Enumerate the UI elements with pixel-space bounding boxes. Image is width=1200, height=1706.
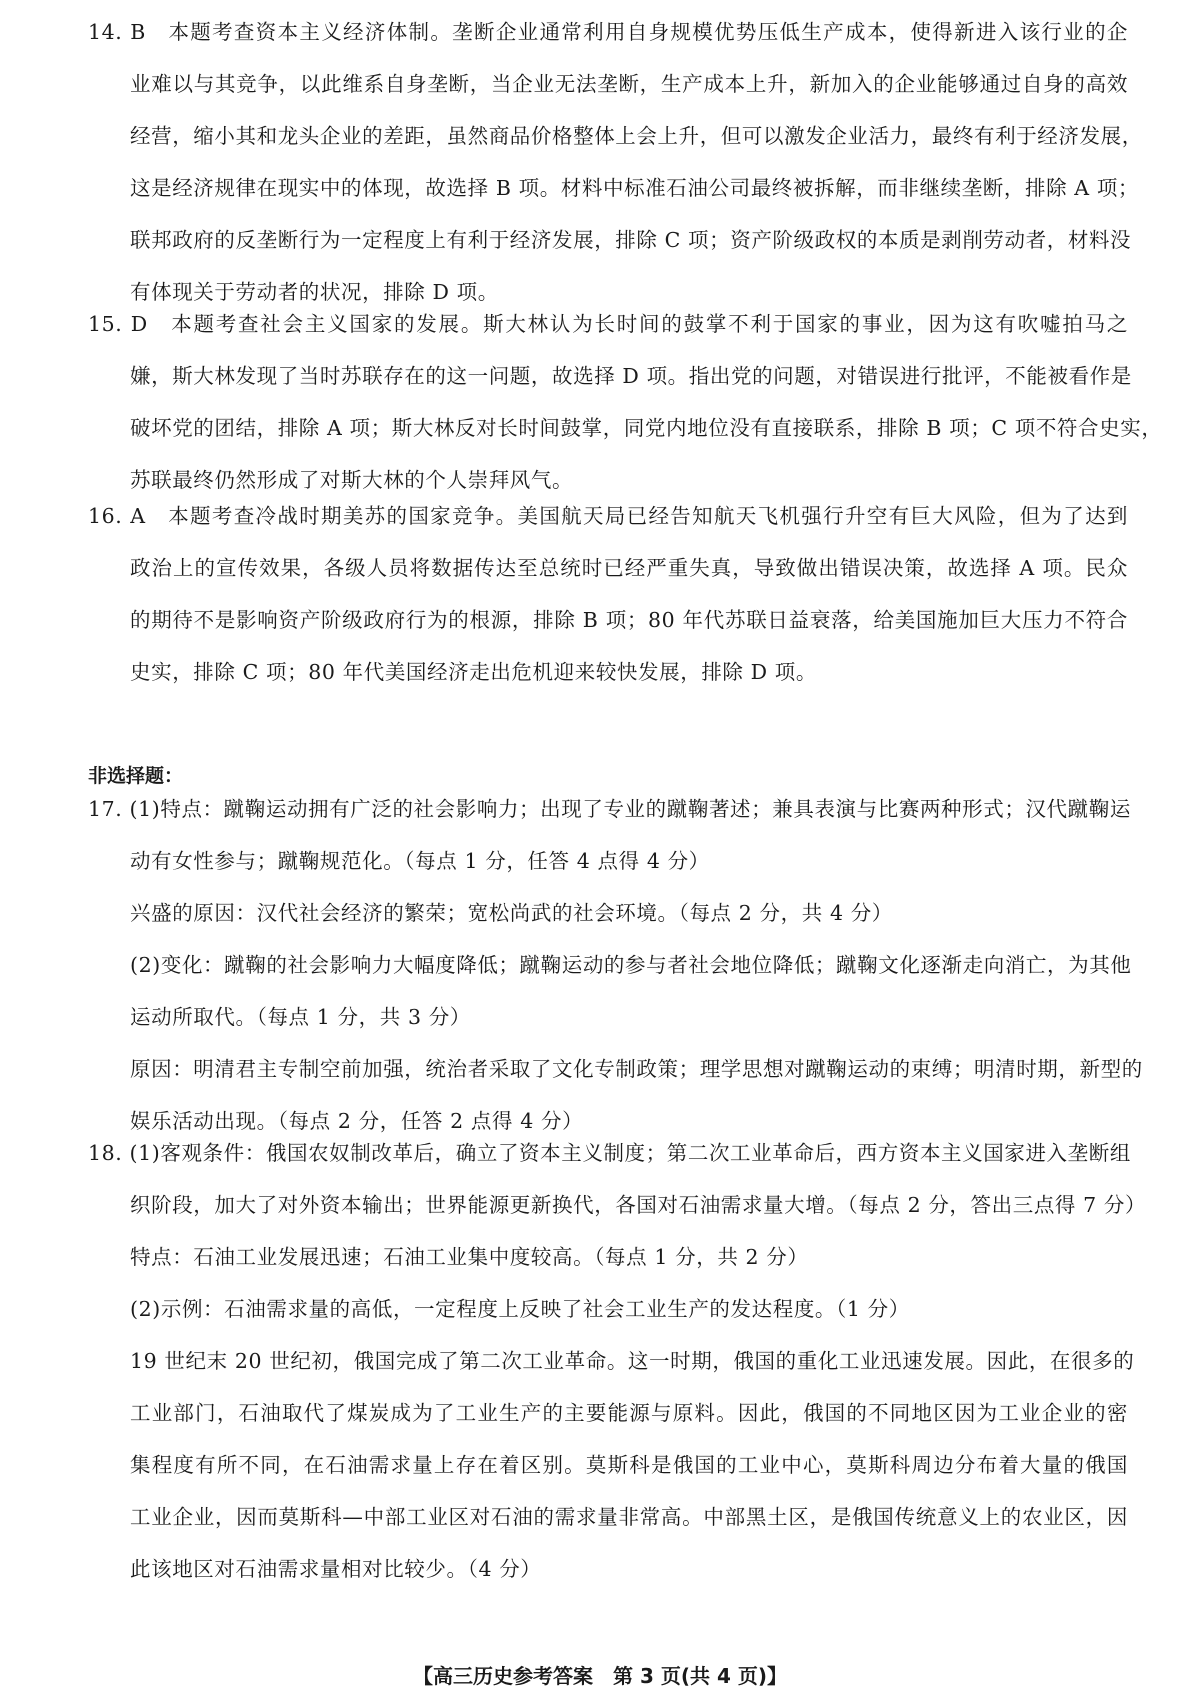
answer-16 bbox=[88, 490, 1128, 698]
answer-15-line: 15. D 本题考查社会主义国家的发展。斯大林认为长时间的鼓掌不利于国家的事业，因为这有吹嘘拍马之 bbox=[88, 312, 1128, 336]
answer-17-line: 动有女性参与；蹴鞠规范化。（每点 1 分，任答 4 点得 4 分） bbox=[130, 849, 710, 873]
answer-14 bbox=[88, 6, 1143, 318]
answer-15 bbox=[88, 298, 1163, 506]
answer-17-reason: 兴盛的原因：汉代社会经济的繁荣；宽松尚武的社会环境。（每点 2 分，共 4 分） bbox=[130, 901, 893, 925]
answer-18-essay-line: 集程度有所不同，在石油需求量上存在着区别。莫斯科是俄国的工业中心，莫斯科周边分布着大量的俄国 bbox=[130, 1453, 1128, 1477]
answer-16-line: 史实，排除 C 项；80 年代美国经济走出危机迎来较快发展，排除 D 项。 bbox=[130, 660, 817, 684]
answer-18-example: (2)示例：石油需求量的高低，一定程度上反映了社会工业生产的发达程度。（1 分） bbox=[130, 1297, 910, 1321]
answer-17 bbox=[88, 783, 1143, 1147]
answer-17-line: 17. (1)特点：蹴鞠运动拥有广泛的社会影响力；出现了专业的蹴鞠著述；兼具表演与比赛两种形式；汉代蹴鞠运 bbox=[88, 797, 1131, 821]
answer-18-line: 18. (1)客观条件：俄国农奴制改革后，确立了资本主义制度；第二次工业革命后，西方资本主义国家进入垄断组 bbox=[88, 1141, 1131, 1165]
answer-18-essay-line: 工业部门，石油取代了煤炭成为了工业生产的主要能源与原料。因此，俄国的不同地区因为工业企业的密 bbox=[130, 1401, 1128, 1425]
answer-18-essay-line: 此该地区对石油需求量相对比较少。（4 分） bbox=[130, 1557, 542, 1581]
answer-14-line: 联邦政府的反垄断行为一定程度上有利于经济发展，排除 C 项；资产阶级政权的本质是剥削劳动者，材料没 bbox=[130, 228, 1132, 252]
answer-15-line: 嫌，斯大林发现了当时苏联存在的这一问题，故选择 D 项。指出党的问题，对错误进行批评，不能被看作是 bbox=[130, 364, 1132, 388]
answer-14-line: 有体现关于劳动者的状况，排除 D 项。 bbox=[130, 280, 499, 304]
answer-15-line: 破坏党的团结，排除 A 项；斯大林反对长时间鼓掌，同党内地位没有直接联系，排除 B 项；C 项不符合史实， bbox=[130, 416, 1163, 440]
answer-15-line: 苏联最终仍然形成了对斯大林的个人崇拜风气。 bbox=[130, 468, 574, 492]
answer-18 bbox=[88, 1127, 1147, 1595]
answer-14-line: 业难以与其竞争，以此维系自身垄断，当企业无法垄断，生产成本上升，新加入的企业能够通过自身的高效 bbox=[130, 72, 1128, 96]
answer-14-line: 14. B 本题考查资本主义经济体制。垄断企业通常利用自身规模优势压低生产成本，使得新进入该行业的企 bbox=[88, 20, 1128, 44]
answer-16-line: 16. A 本题考查冷战时期美苏的国家竞争。美国航天局已经告知航天飞机强行升空有巨大风险，但为了达到 bbox=[88, 504, 1128, 528]
answer-14-line: 这是经济规律在现实中的体现，故选择 B 项。材料中标准石油公司最终被拆解，而非继续垄断，排除 A 项； bbox=[130, 176, 1140, 200]
answer-18-line: 织阶段，加大了对外资本输出；世界能源更新换代，各国对石油需求量大增。（每点 2 分，答出三点得 7 分） bbox=[130, 1193, 1147, 1217]
answer-18-essay-line: 19 世纪末 20 世纪初，俄国完成了第二次工业革命。这一时期，俄国的重化工业迅速发展。因此，在很多的 bbox=[130, 1349, 1135, 1373]
page-footer: 【高三历史参考答案 第 3 页(共 4 页)】 bbox=[413, 1664, 787, 1688]
answer-16-line: 政治上的宣传效果，各级人员将数据传达至总统时已经严重失真，导致做出错误决策，故选择 A 项。民众 bbox=[130, 556, 1128, 580]
answer-17-change: (2)变化：蹴鞠的社会影响力大幅度降低；蹴鞠运动的参与者社会地位降低；蹴鞠文化逐渐走向消亡，为其他 bbox=[130, 953, 1132, 977]
section-title-non-choice: 非选择题： bbox=[88, 765, 184, 787]
answer-14-line: 经营，缩小其和龙头企业的差距，虽然商品价格整体上会上升，但可以激发企业活力，最终有利于经济发展， bbox=[130, 124, 1143, 148]
answer-18-features: 特点：石油工业发展迅速；石油工业集中度较高。（每点 1 分，共 2 分） bbox=[130, 1245, 809, 1269]
answer-17-cause: 娱乐活动出现。（每点 2 分，任答 2 点得 4 分） bbox=[130, 1109, 584, 1133]
answer-17-cause: 原因：明清君主专制空前加强，统治者采取了文化专制政策；理学思想对蹴鞠运动的束缚；明清时期，新型的 bbox=[130, 1057, 1143, 1081]
answer-16-line: 的期待不是影响资产阶级政府行为的根源，排除 B 项；80 年代苏联日益衰落，给美国施加巨大压力不符合 bbox=[130, 608, 1128, 632]
answer-18-essay-line: 工业企业，因而莫斯科—中部工业区对石油的需求量非常高。中部黑土区，是俄国传统意义上的农业区，因 bbox=[130, 1505, 1128, 1529]
answer-17-change: 运动所取代。（每点 1 分，共 3 分） bbox=[130, 1005, 471, 1029]
